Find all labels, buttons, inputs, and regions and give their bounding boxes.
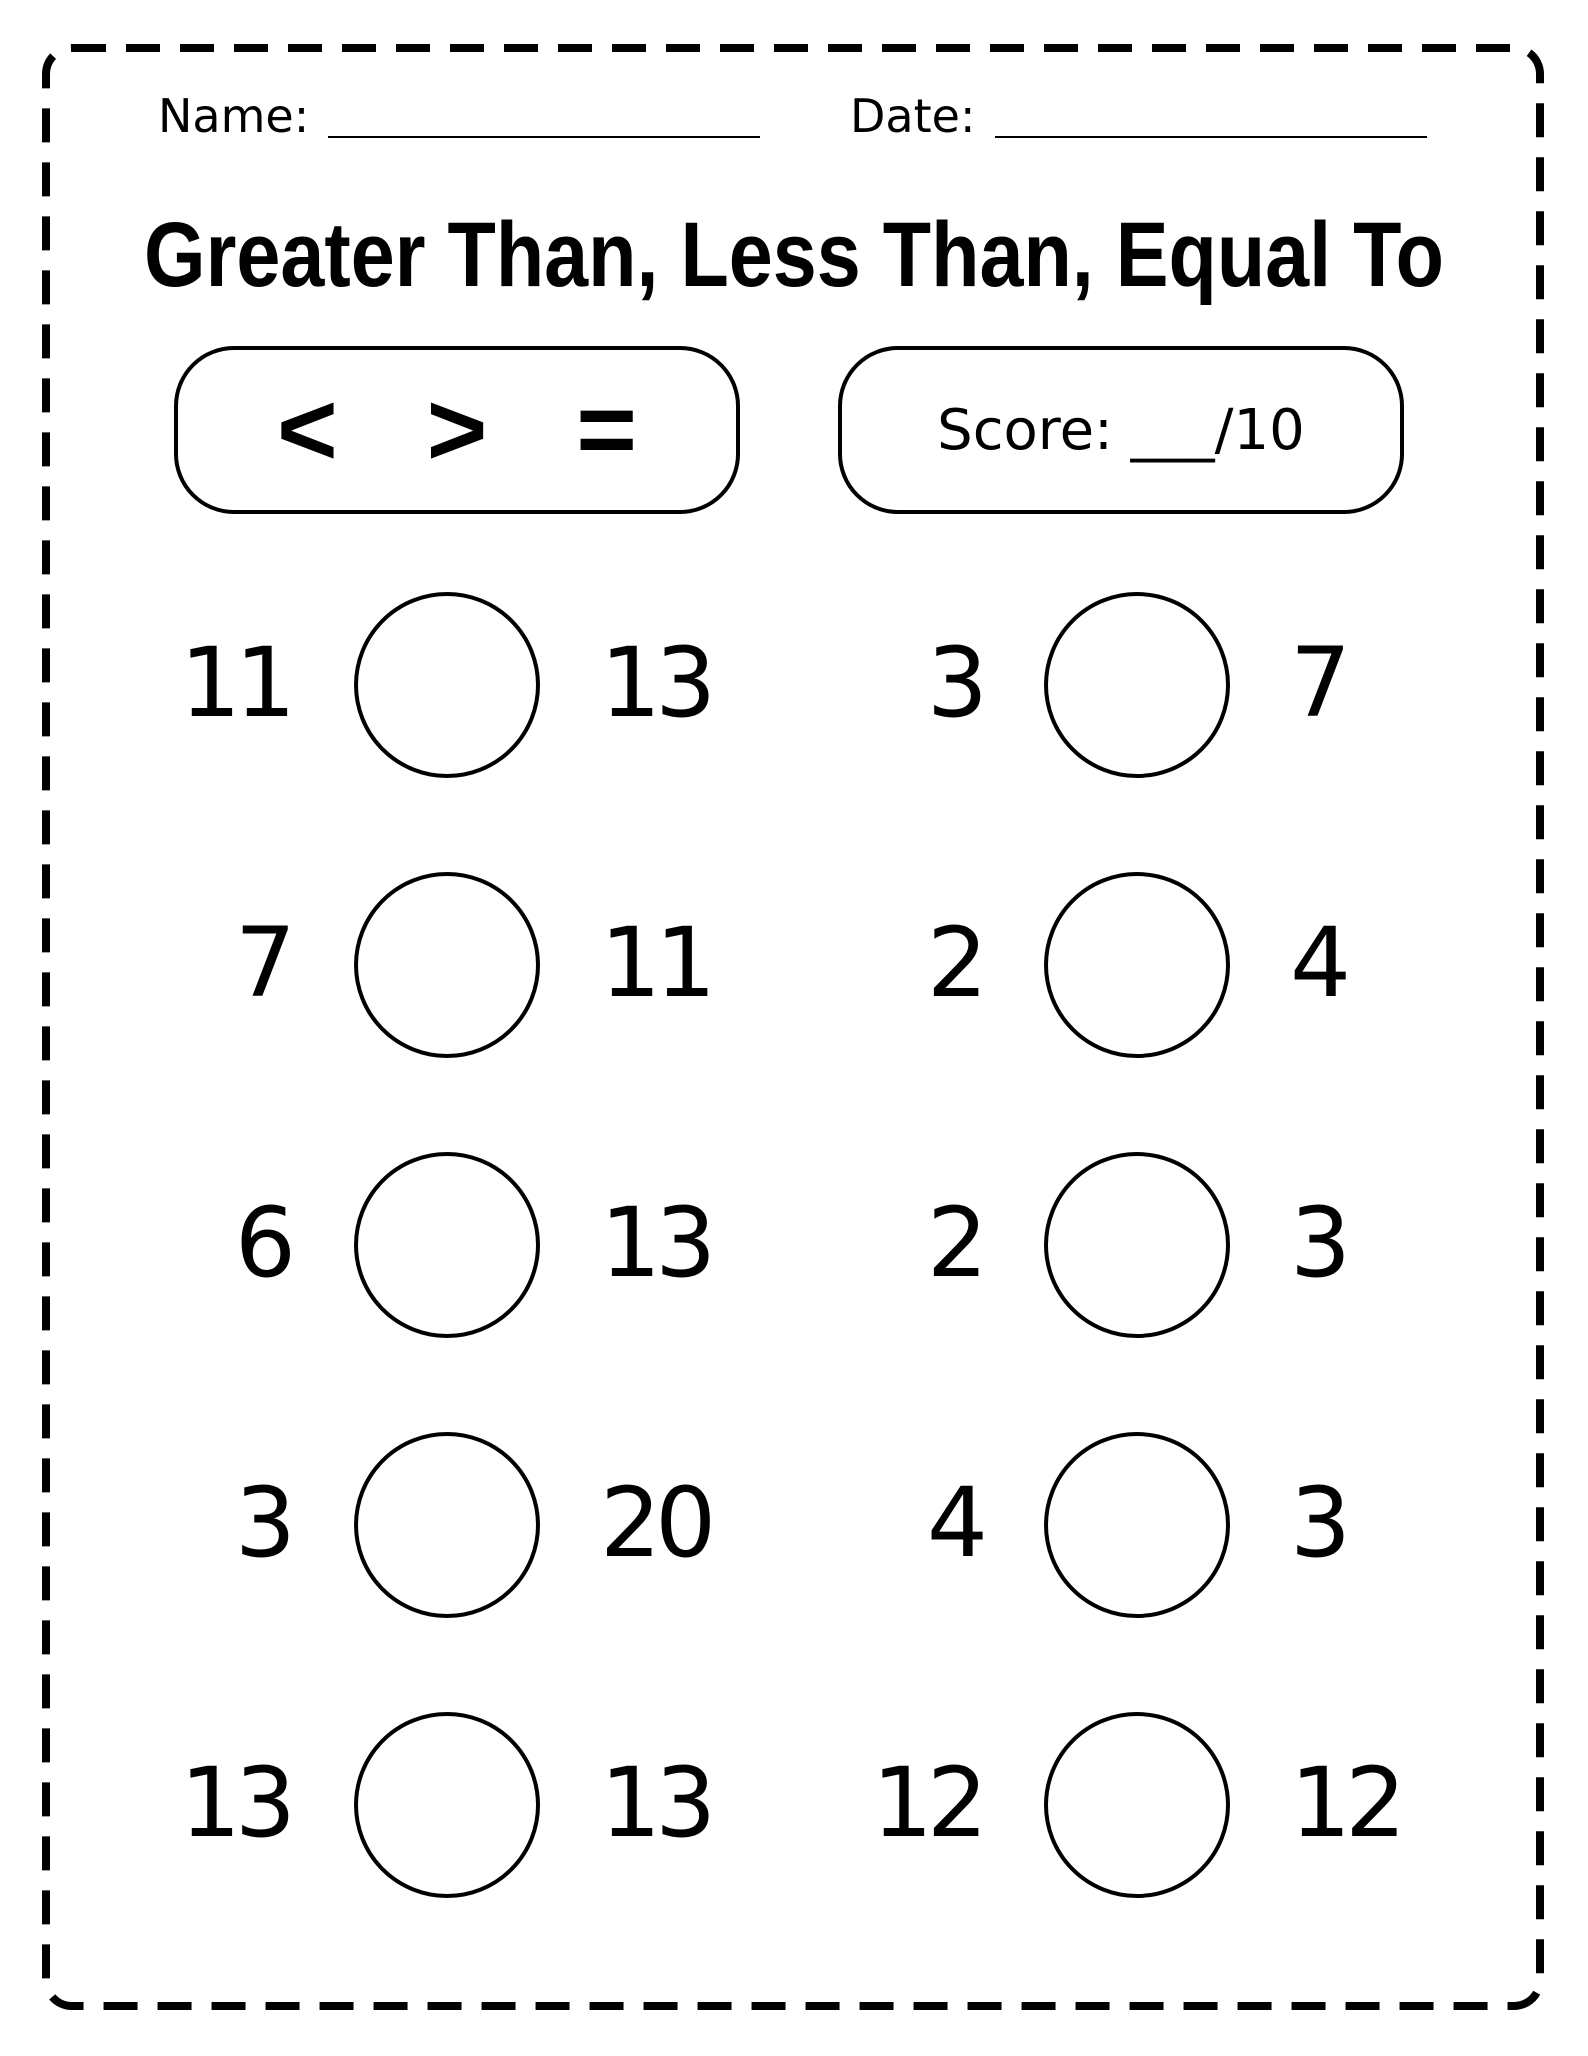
- number-right: 13: [600, 1187, 711, 1299]
- answer-circle[interactable]: [354, 592, 540, 778]
- answer-circle[interactable]: [1044, 1712, 1230, 1898]
- number-left: 2: [926, 1187, 982, 1299]
- number-left: 3: [234, 1467, 290, 1579]
- comparison-symbols: < > =: [277, 372, 637, 488]
- number-left: 12: [871, 1747, 982, 1859]
- number-right: 20: [600, 1467, 711, 1579]
- answer-circle[interactable]: [1044, 592, 1230, 778]
- number-right: 3: [1290, 1467, 1346, 1579]
- page-title: Greater Than, Less Than, Equal To: [144, 204, 1444, 306]
- number-left: 11: [179, 627, 290, 739]
- answer-circle[interactable]: [1044, 1432, 1230, 1618]
- answer-circle[interactable]: [354, 1432, 540, 1618]
- number-left: 3: [926, 627, 982, 739]
- score-label: Score: ___/10: [937, 398, 1305, 463]
- number-right: 4: [1290, 907, 1346, 1019]
- number-right: 11: [600, 907, 711, 1019]
- answer-circle[interactable]: [354, 872, 540, 1058]
- date-field[interactable]: [995, 136, 1427, 138]
- number-left: 7: [234, 907, 290, 1019]
- number-right: 7: [1290, 627, 1346, 739]
- name-field[interactable]: [328, 136, 760, 138]
- symbols-box: [174, 346, 740, 514]
- answer-circle[interactable]: [1044, 872, 1230, 1058]
- number-right: 12: [1290, 1747, 1401, 1859]
- number-left: 4: [926, 1467, 982, 1579]
- name-label: Name:: [158, 89, 310, 143]
- number-right: 3: [1290, 1187, 1346, 1299]
- number-left: 13: [179, 1747, 290, 1859]
- answer-circle[interactable]: [1044, 1152, 1230, 1338]
- date-label: Date:: [850, 89, 976, 143]
- number-right: 13: [600, 627, 711, 739]
- number-right: 13: [600, 1747, 711, 1859]
- score-box: [838, 346, 1404, 514]
- answer-circle[interactable]: [354, 1152, 540, 1338]
- number-left: 2: [926, 907, 982, 1019]
- answer-circle[interactable]: [354, 1712, 540, 1898]
- number-left: 6: [234, 1187, 290, 1299]
